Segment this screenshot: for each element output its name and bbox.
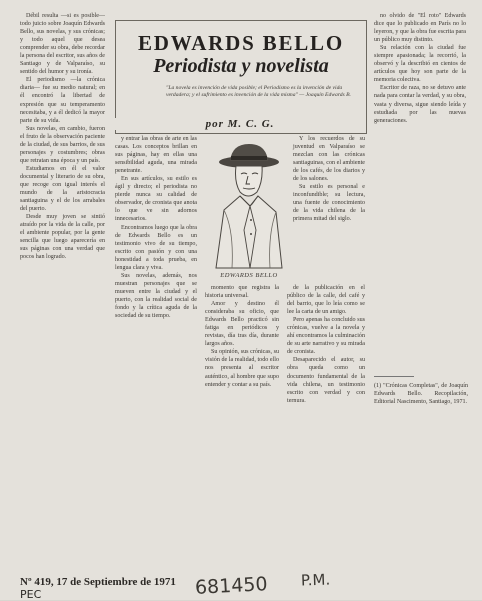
footnote-rule [374,376,414,377]
article-epigraph: "La novela es invención de vida posible; el Periodismo es la invención de vida verdadera; y el sufrimiento es invención de la vida misma" — Joaquín Edwards B. [166,85,351,98]
right-paragraph-1: no olvido de "El roto" Edwards dice que lo publicado en París no lo leyeron, y que la obra fue escrita para un público muy distinto. [374,13,466,44]
left-paragraph-5: Desde muy joven se sintió atraído por la vida de la calle, por el ambiente popular, por la gente sencilla que luego aparecería en sus páginas con una verdad que pocos han logrado. [20,214,105,261]
edwards-bello-portrait [210,140,286,270]
handwritten-initials: P.M. [300,570,331,590]
article-subtitle: Periodista y novelista [153,55,329,77]
left-column [20,12,105,580]
publication-code: PEC [20,588,42,601]
archive-number-stamp: 681450 [194,573,269,599]
mid-a-paragraph-3: Encontramos luego que la obra de Edwards Bello es un testimonio vivo de su tiempo, escrito con pasión y con una honestidad a toda prueba, en lengua clara y viva. [115,224,197,271]
mid-b-paragraph-1: Y los recuerdos de su juventud en Valparaíso se mezclan con las crónicas santiaguinas, con el ambiente de los cafés, de los diarios y de los salones. [293,136,365,183]
mid-b-paragraph-2: Su estilo es personal e inconfundible; su lectura, una fuente de conocimiento de la vida chilena de la primera mitad del siglo. [293,184,365,223]
portrait-caption: EDWARDS BELLO [220,272,278,279]
left-paragraph-4: Estudiamos en él el valor documental y literario de su obra, que recoge con igual interés el mundo de la aristocracia santiaguina y el de los arrabales del puerto. [20,165,105,213]
article-header-box [115,20,367,134]
footnote-text: (1) "Crónicas Completas", de Joaquín Edwards Bello. Recopilación, Editorial Nascimento, Santiago, 1971. [374,383,468,405]
left-paragraph-1: Débil resulta —si es posible— todo juicio sobre Joaquín Edwards Bello, sus novelas, y sus crónicas; y todo aquel que desea comprender su obra, debe recordar la persona del escritor, sus años de Santiago y de Valparaíso, su sentido del humor y su ironía. [20,13,105,76]
mid-d-paragraph-2: Pero apenas ha concluido sus crónicas, vuelve a la novela y ahí encontramos la culminación de su arte narrativo y su mirada de cronista. [287,317,365,356]
left-paragraph-3: Sus novelas, en cambio, fueron el fruto de la observación paciente de la ciudad, de sus barrios, de sus personajes y costumbres; obras que retratan una época y un país. [20,125,105,164]
mid-c-paragraph-1: momento que registra la historia universal. [205,285,279,300]
left-paragraph-2: El periodismo —la crónica diaria— fue su medio natural; en él encontró la libertad de expresión que su temperamento necesitaba, y a él dedicó la mayor parte de su vida. [20,77,105,124]
article-title: EDWARDS BELLO [137,31,345,55]
right-column [374,12,466,342]
issue-date: Nº 419, 17 de Septiembre de 1971 [20,576,176,588]
footnote [374,382,468,452]
mid-c-paragraph-3: Su opinión, sus crónicas, su visión de la realidad, todo ello nos presenta al escritor auténtico, al hombre que supo entender y contar a su país. [205,349,279,388]
mid-c-paragraph-2: Amor y destino él consideraba su oficio, que Edwards Bello practicó sin fatiga en periódicos y revistas, día tras día, durante largos años. [205,301,279,348]
clipping-footer [20,570,460,601]
mid-d-paragraph-3: Desaparecido el autor, su obra queda como un documento fundamental de la vida chilena, un testimonio escrito con verdad y con ternura. [287,357,365,404]
mid-a-paragraph-4: Sus novelas, además, nos muestran personajes que se mueven entre la ciudad y el puerto, con la realidad social de fondo y la crítica aguda de la sociedad de su tiempo. [115,272,197,320]
mid-d-paragraph-1: de la publicación en el público de la calle, del café y del barrio, que lo leía como se lee la carta de un amigo. [287,285,365,316]
article-byline: por M. C. G. [115,118,365,130]
article-center [115,12,365,590]
right-paragraph-2: Su relación con la ciudad fue siempre apasionada; la recorrió, la observó y la describió en cientos de artículos que hoy son parte de la memoria colectiva. [374,45,466,84]
center-column-b [293,135,365,280]
center-column-a [115,135,197,590]
mid-a-paragraph-1: y entrar las obras de arte en las casas. Los conceptos brillan en sus páginas, hay en ellas una sensibilidad aguda, una mirada penetrante. [115,136,197,175]
center-column-c [205,284,279,590]
mid-a-paragraph-2: En sus artículos, su estilo es ágil y directo; el periodista no pierde nunca su calidad de observador, de cronista que anota lo que ve sin adornos innecesarios. [115,176,197,223]
center-column-d [287,284,365,590]
right-paragraph-3: Escritor de raza, no se detuvo ante nada para contar la verdad, y su obra, vasta y diversa, sigue siendo leída y estudiada por las nuevas generaciones. [374,85,466,124]
